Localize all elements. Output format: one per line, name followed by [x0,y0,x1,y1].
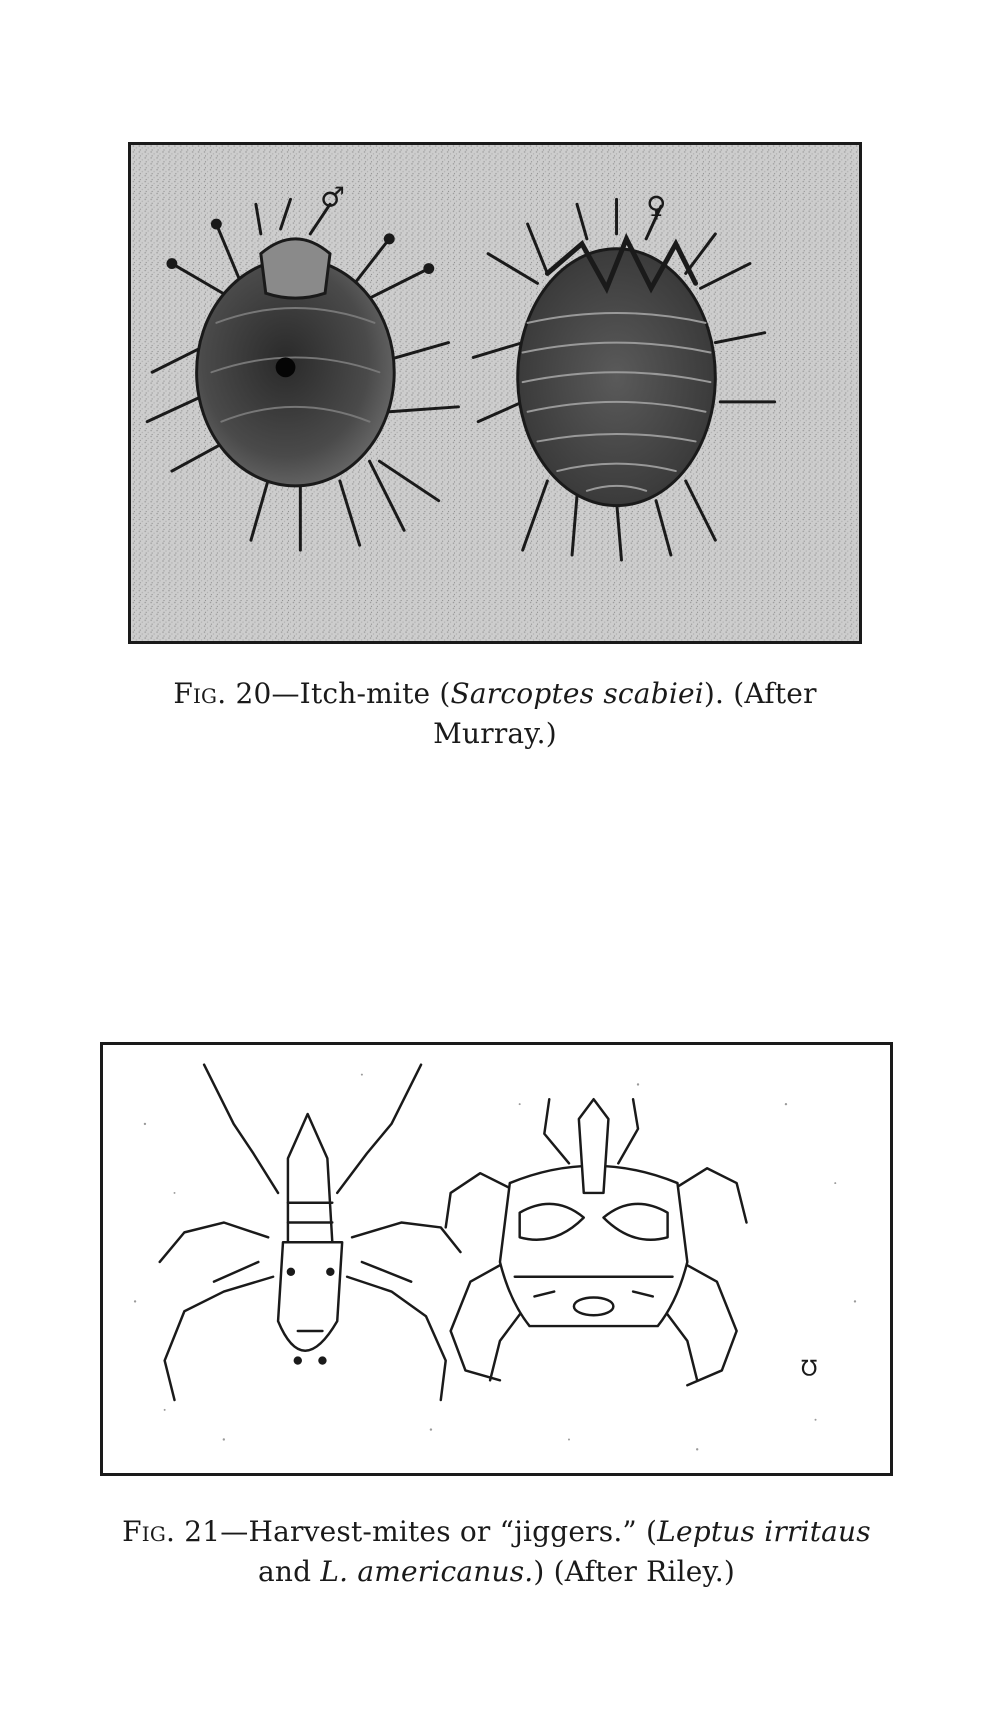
caption-line-2: Murray.) [433,717,557,750]
female-symbol: ♀ [646,190,667,224]
species-name-1: Leptus irritaus [657,1515,871,1548]
caption-text: —Itch-mite ( [271,677,451,710]
harvest-mite-ventral [446,1099,747,1385]
fig-label: Fig. [122,1515,176,1548]
species-name: Sarcoptes scabiei [450,677,704,710]
artist-monogram: ℧ [800,1356,818,1382]
figure-21-illustration [100,1042,893,1476]
species-name-2: L. americanus. [320,1555,534,1588]
fig-label: Fig. [173,677,227,710]
figure-21-caption [100,1512,893,1592]
fig-number: 20 [235,677,272,710]
figure-20-caption [128,674,862,754]
figure-20-illustration [128,142,862,644]
caption-after: ). (After [703,677,817,710]
male-symbol: ♂ [320,180,345,214]
harvest-mites-drawing [103,1045,890,1473]
caption-line-2-prefix: and [257,1555,321,1588]
caption-text: —Harvest-mites or “jiggers.” ( [220,1515,658,1548]
fig-number: 21 [184,1515,221,1548]
harvest-mite-dorsal [160,1065,461,1400]
itch-mite-drawing [131,145,859,641]
caption-after: ) (After Riley.) [533,1555,736,1588]
